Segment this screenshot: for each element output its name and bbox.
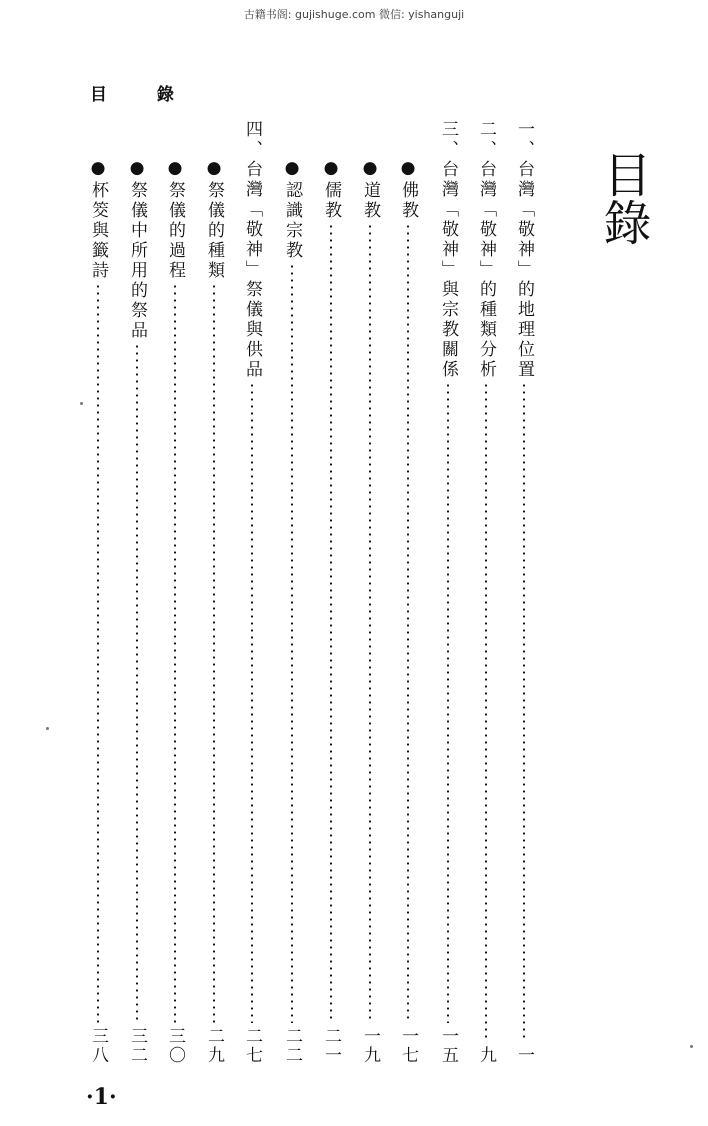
leader-dots — [447, 382, 449, 1023]
leader-dots — [291, 263, 293, 1023]
leader-dots — [136, 343, 138, 1023]
toc-page-number: 二一 — [321, 1027, 341, 1065]
leader-dots — [407, 223, 409, 1023]
toc-page-number: 一 — [514, 1046, 534, 1065]
toc-page-number: 二二 — [282, 1027, 302, 1065]
toc-page-number: 一五 — [438, 1027, 458, 1065]
toc-entry-text: 四、台灣「敬神」祭儀與供品 — [242, 120, 262, 380]
toc-page-number: 二七 — [242, 1027, 262, 1065]
toc-page-number: 三二 — [127, 1027, 147, 1065]
toc-entry — [436, 120, 460, 1065]
running-header: 目 錄 — [90, 85, 196, 105]
scan-speck — [46, 727, 49, 730]
toc-entry-text: 一、台灣「敬神」的地理位置 — [514, 120, 534, 380]
scan-speck — [80, 402, 83, 405]
toc-entry — [358, 120, 382, 1065]
leader-dots — [97, 283, 99, 1023]
toc-page-number: 一七 — [398, 1027, 418, 1065]
toc-entry — [474, 120, 498, 1065]
toc-entry-text: ●祭儀的過程 — [165, 158, 185, 281]
toc-entry-text: 二、台灣「敬神」的種類分析 — [476, 120, 496, 380]
toc-entry-text: ●杯筊與籤詩 — [88, 158, 108, 281]
toc-entry-text: ●祭儀中所用的祭品 — [127, 158, 147, 341]
toc-entry-text: ●認識宗教 — [282, 158, 302, 261]
toc-entry-text: ●祭儀的種類 — [204, 158, 224, 281]
toc-entry-text: 三、台灣「敬神」與宗教關係 — [438, 120, 458, 380]
watermark: 古籍书阁: gujishuge.com 微信: yishanguji — [243, 8, 465, 21]
toc-entry — [240, 120, 264, 1065]
toc-entry — [512, 120, 536, 1065]
leader-dots — [251, 382, 253, 1023]
toc-entry — [280, 120, 304, 1065]
toc-entry — [125, 120, 149, 1065]
scan-speck — [690, 1045, 693, 1048]
page-title: 目錄 — [595, 150, 651, 246]
toc-page-number: 一九 — [360, 1027, 380, 1065]
toc-page-number: 三八 — [88, 1027, 108, 1065]
leader-dots — [330, 223, 332, 1023]
toc-entry-text: ●道教 — [360, 158, 380, 221]
toc-entry — [163, 120, 187, 1065]
toc-page-number: 九 — [476, 1046, 496, 1065]
toc-page-number: 三〇 — [165, 1027, 185, 1065]
toc-entry — [202, 120, 226, 1065]
toc-page-number: 二九 — [204, 1027, 224, 1065]
leader-dots — [213, 283, 215, 1023]
toc-entry — [319, 120, 343, 1065]
leader-dots — [485, 382, 487, 1042]
toc-entry — [396, 120, 420, 1065]
leader-dots — [174, 283, 176, 1023]
page-folio: ·1· — [86, 1084, 117, 1110]
leader-dots — [523, 382, 525, 1042]
toc-entry — [86, 120, 110, 1065]
toc-entry-text: ●佛教 — [398, 158, 418, 221]
toc-entry-text: ●儒教 — [321, 158, 341, 221]
leader-dots — [369, 223, 371, 1023]
